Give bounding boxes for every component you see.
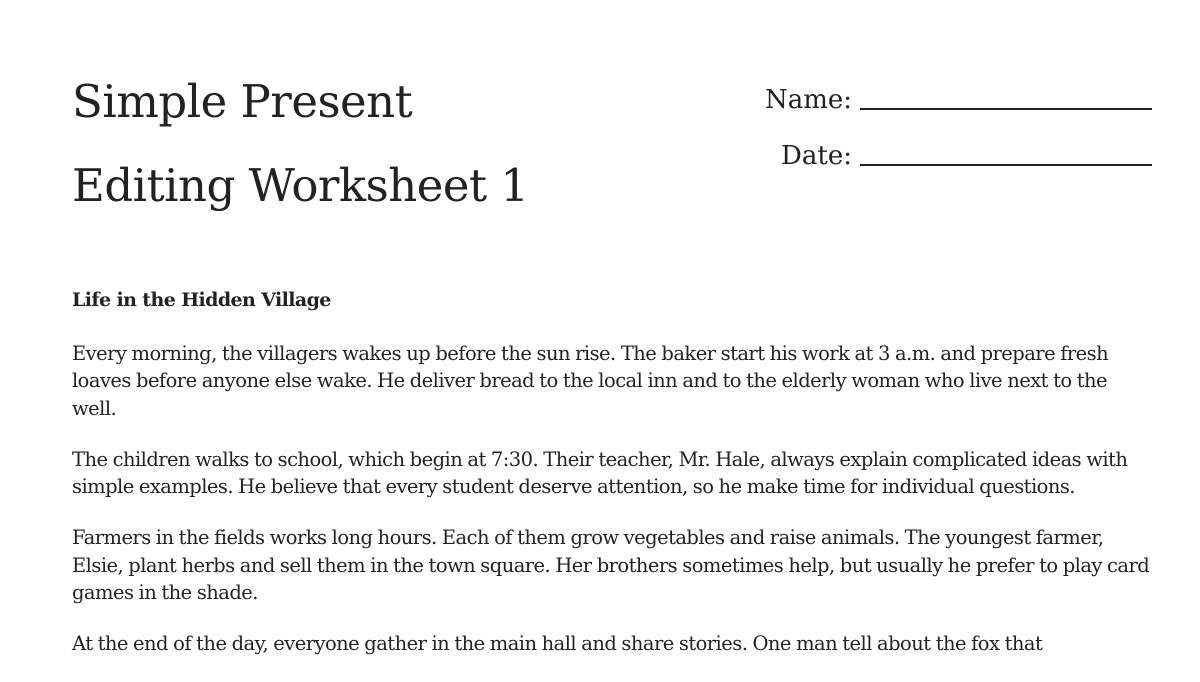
paragraph-3: Farmers in the fields works long hours. Each of them grow vegetables and raise animals. The youngest farmer, Elsie, plant herbs and sell them in the town square. Her brothers sometimes help, but usually he prefer to play card games in the shade. [72, 526, 1150, 605]
student-info-fields [732, 76, 1152, 176]
paragraph-1: Every morning, the villagers wakes up before the sun rise. The baker start his work at 3 a.m. and prepare fresh loaves before anyone else wake. He deliver bread to the local inn and to the elderly woman who live next to the well. [72, 342, 1109, 420]
paragraph-2: The children walks to school, which begin at 7:30. Their teacher, Mr. Hale, always explain complicated ideas with simple examples. He believe that every student deserve attention, so he make time for individual questions. [72, 447, 1128, 499]
date-input-line[interactable] [860, 162, 1152, 166]
date-label: Date: [781, 141, 852, 171]
story-title: Life in the Hidden Village [72, 289, 331, 311]
name-field-row [732, 76, 1152, 120]
name-label: Name: [764, 85, 852, 115]
date-field-row [732, 120, 1152, 176]
story-section [72, 286, 1152, 682]
name-input-line[interactable] [860, 106, 1152, 110]
worksheet-title [72, 72, 529, 228]
title-line-1: Simple Present [72, 75, 413, 128]
title-line-2: Editing Worksheet 1 [72, 159, 529, 212]
paragraph-4: At the end of the day, everyone gather in the main hall and share stories. One man tell about the fox that [72, 632, 1043, 656]
